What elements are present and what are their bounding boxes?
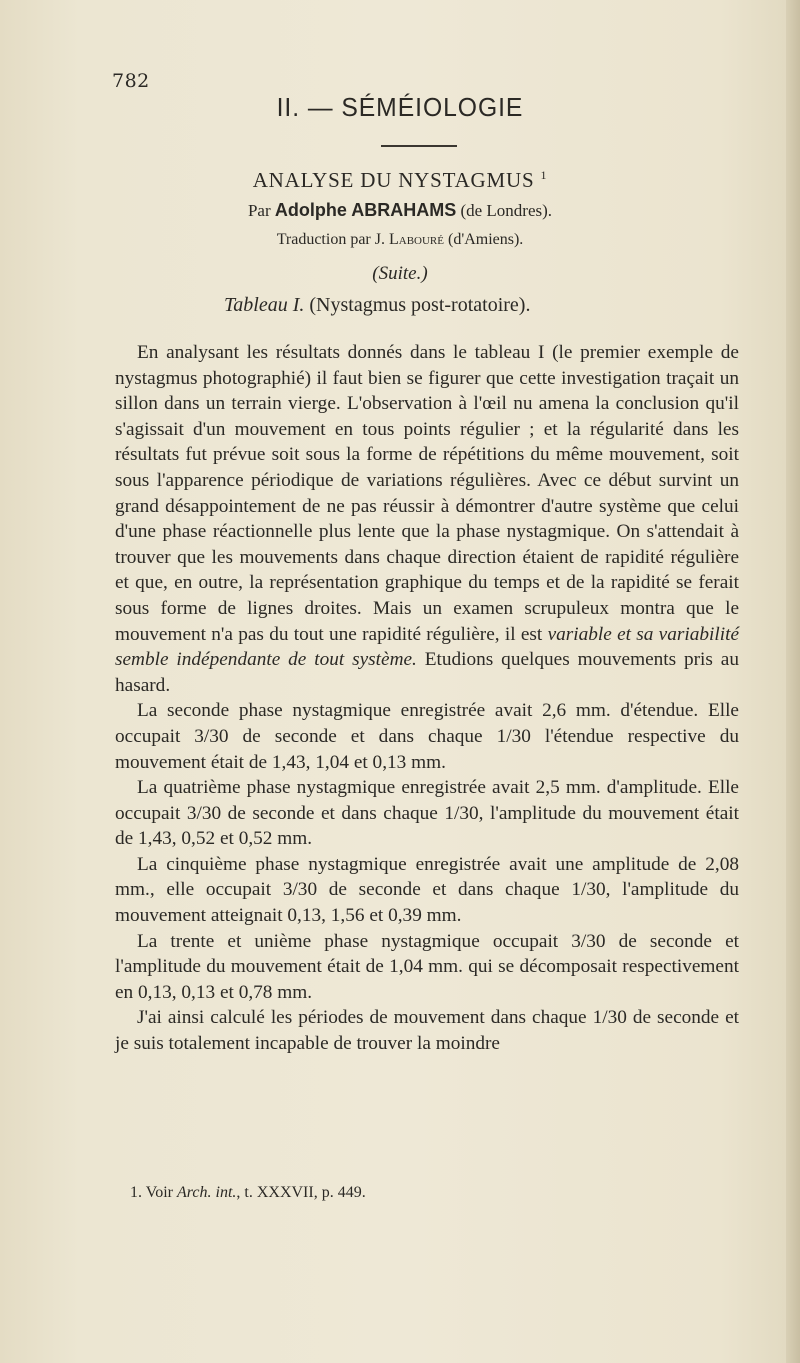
paragraph-1 [115, 340, 739, 698]
footnote-journal: Arch. int. [176, 1184, 237, 1201]
article-title [0, 168, 800, 193]
suite-label [0, 263, 800, 285]
suite-text: (Suite.) [372, 263, 428, 284]
tableau-caption-text: (Nystagmus post-rotatoire). [309, 294, 531, 316]
tableau-label: Tableau I. [224, 294, 305, 316]
footnote-number: 1. [130, 1184, 142, 1201]
paragraph-2: La seconde phase nystagmique enregistrée avait 2,6 mm. d'étendue. Elle occupait 3/30 de seconde et dans chaque 1/30 l'étendue respective du mouvement était de 1,43, 1,04 et 0,13 mm. [115, 700, 739, 773]
paragraph-6: J'ai ainsi calculé les périodes de mouvement dans chaque 1/30 de seconde et je suis totalement incapable de trouver la moindre [115, 1007, 739, 1055]
body-text [115, 340, 739, 1057]
article-title-text: ANALYSE DU NYSTAGMUS [252, 168, 535, 192]
paragraph-4: La cinquième phase nystagmique enregistrée avait une amplitude de 2,08 mm., elle occupait 3/30 de seconde et dans chaque 1/30, l'amplitude du mouvement atteignait 0,13, 1,56 et 0,39 mm. [115, 853, 739, 927]
byline [0, 200, 800, 221]
author-place: (de Londres). [460, 201, 553, 220]
footnote-prefix: Voir [145, 1184, 173, 1201]
translator-place: (d'Amiens). [447, 231, 524, 248]
translation-prefix: Traduction par J. [276, 231, 385, 248]
tableau-caption [224, 294, 530, 317]
translation-credit [0, 231, 800, 249]
page-number: 782 [112, 70, 150, 92]
paragraph-3: La quatrième phase nystagmique enregistrée avait 2,5 mm. d'amplitude. Elle occupait 3/30 de seconde et dans chaque 1/30, l'amplitude du mouvement était de 1,43, 0,52 et 0,52 mm. [115, 777, 739, 850]
footnote [130, 1184, 366, 1202]
paragraph-5: La trente et unième phase nystagmique occupait 3/30 de seconde et l'amplitude du mouvement était de 1,04 mm. qui se décomposait respectivement en 0,13, 0,13 et 0,78 mm. [115, 930, 739, 1003]
author-name: Adolphe ABRAHAMS [274, 200, 457, 220]
paragraph-1-text: En analysant les résultats donnés dans le tableau I (le premier exemple de nystagmus photographié) il faut bien se figurer que cette investigation traçait un sillon dans un terrain vierge. L'observation à l'œil nu amena la conclusion qu'il s'agissait d'un mouvement en tous points régulier ; et la régularité dans les résultats fut prévue soit sous la forme de répétitions du même mouvement, soit sous l'apparence périodique de variations régulières. Avec ce début survint un grand désappointement de ne pas réussir à démontrer d'autre système que celui d'une phase réactionnelle plus lente que la phase nystagmique. On s'attendait à trouver que les mouvements dans chaque direction étaient de rapidité régulière et que, en outre, la représentation graphique du temps et de la rapidité se ferait sous forme de lignes droites. Mais un examen scrupuleux montra que le mouvement n'a pas du tout une rapidité régulière, il est [115, 342, 739, 645]
footnote-rest: , t. XXXVII, p. 449. [236, 1184, 366, 1201]
section-title: II. — SÉMÉIOLOGIE [276, 92, 524, 122]
translator-name: Labouré [388, 231, 444, 248]
title-rule [381, 145, 457, 147]
footnote-marker: 1 [540, 168, 548, 182]
paragraph-1-emphasis: variable et sa variabilité semble indépendante de tout système. [115, 623, 740, 671]
byline-prefix: Par [247, 201, 271, 220]
paragraph-1-end: Etudions quelques mouvements pris au hasard. [115, 649, 739, 696]
